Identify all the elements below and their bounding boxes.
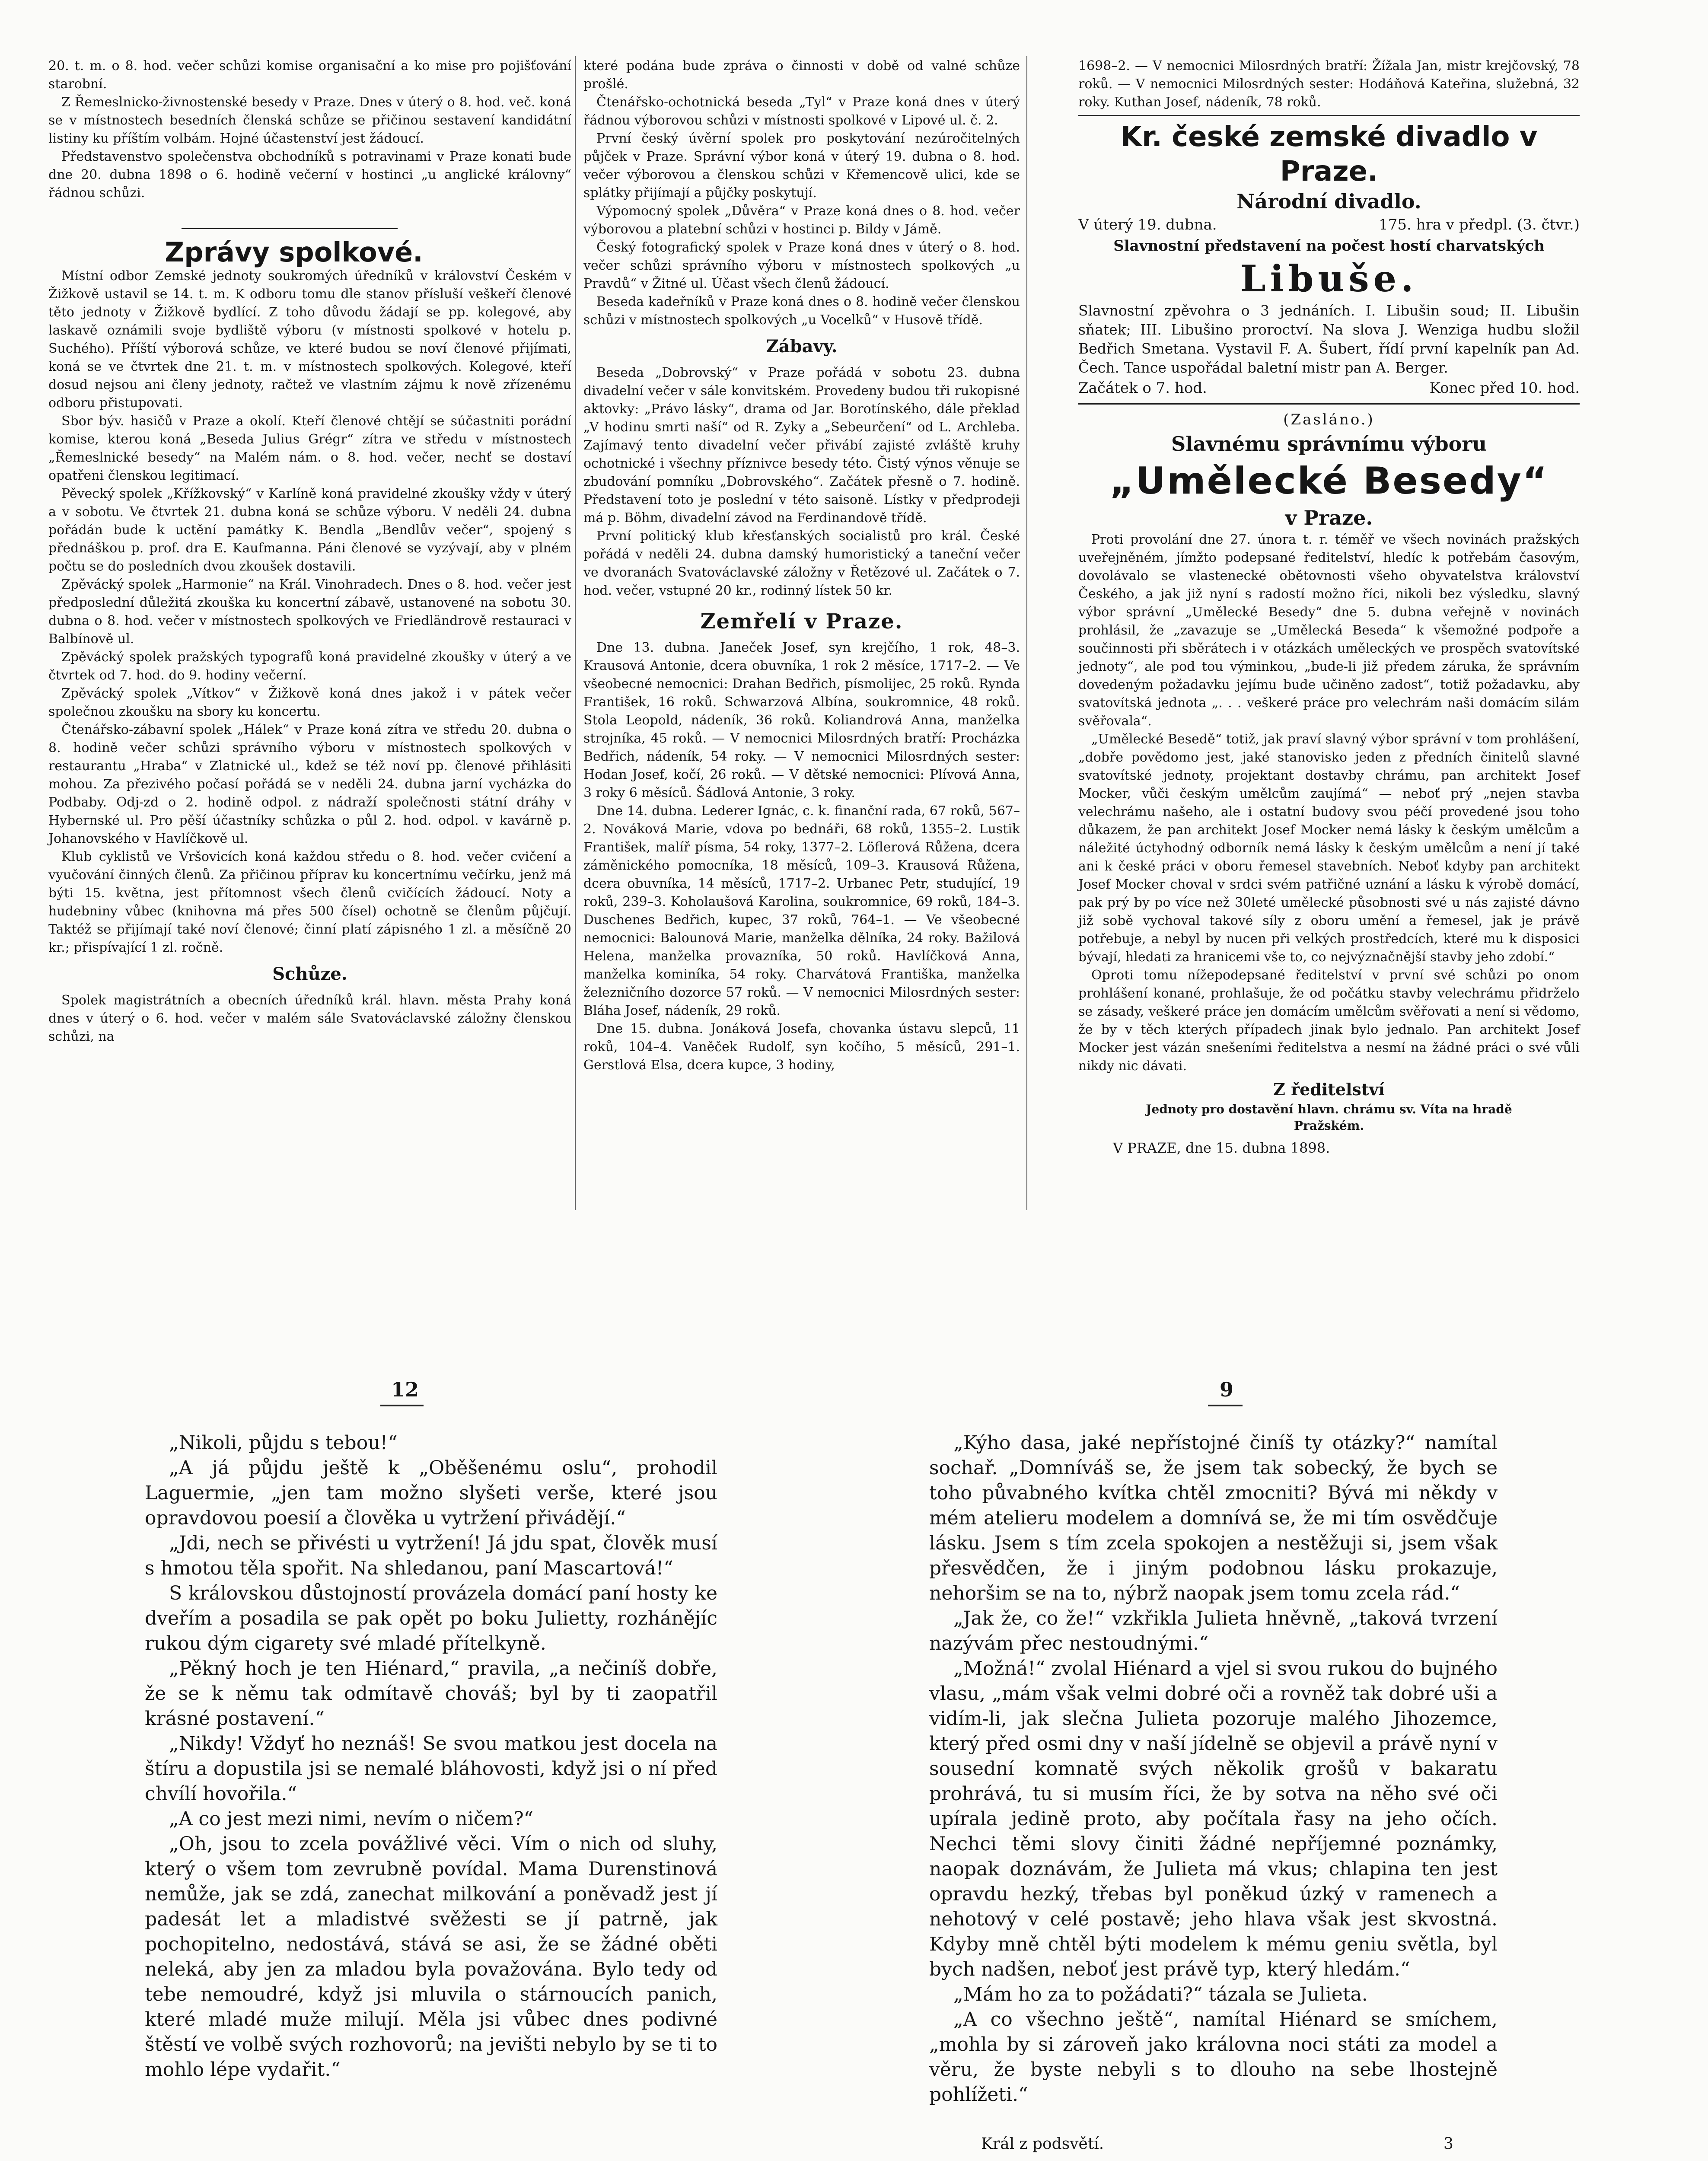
novel-paragraph: „Nikoli, půjdu s tebou!“ bbox=[169, 1432, 398, 1454]
signature-title: Z ředitelství bbox=[1273, 1080, 1385, 1099]
novel-paragraph: „Jak že, co že!“ vzkřikla Julieta hněvně, „taková tvrzení nazývám přec nestoudnými.“ bbox=[929, 1607, 1498, 1654]
letter-address: Slavnému správnímu výboru bbox=[1171, 432, 1487, 456]
novel-left-page bbox=[145, 1431, 717, 2082]
news-item: Čtenářsko-ochotnická beseda „Tyl“ v Praze koná dnes v úterý řádnou výborovou schůzi v místnosti spolkové v Lipové ul. č. 2. bbox=[583, 95, 1020, 128]
signature-sub: Jednoty pro dostavění hlavn. chrámu sv. Víta na hradě Pražském. bbox=[1146, 1102, 1512, 1133]
news-item: Zpěvácký spolek pražských typografů koná pravidelné zkoušky v úterý a ve čtvrtek od 7. hod. do 9. hodiny večerní. bbox=[48, 650, 571, 683]
page-number-rule bbox=[380, 1405, 424, 1406]
footer-page-number: 3 bbox=[1444, 2135, 1453, 2153]
novel-right-page bbox=[929, 1431, 1498, 2107]
death-notice: 1698–2. — V nemocnici Milosrdných bratří: Žížala Jan, mistr krejčovský, 78 roků. — V nemocnici Milosrdných sester: Hodáňová Kateřina, služebná, 32 roky. Kuthan Josef, nádeník, 78 roků. bbox=[1078, 58, 1580, 110]
letter-city: v Praze. bbox=[1285, 506, 1373, 529]
novel-paragraph: „A co jest mezi nimi, nevím o ničem?“ bbox=[169, 1808, 534, 1830]
column-rule bbox=[182, 228, 398, 229]
news-column-1 bbox=[48, 57, 571, 1046]
death-notice: Dne 15. dubna. Jonáková Josefa, chovanka ústavu slepců, 11 roků, 104–4. Vaněček Rudolf, syn kočího, 5 měsíců, 291–1. Gerstlová Elsa, dcera kupce, 3 hodiny, bbox=[583, 1021, 1020, 1073]
section-heading-schuze: Schůze. bbox=[272, 964, 347, 984]
novel-paragraph: „Nikdy! Vždyť ho neznáš! Se svou matkou jest docela na štíru a dopustila jsi se nemalé bláhovosti, když jsi o ní před chvílí hovořila.“ bbox=[145, 1733, 717, 1805]
section-heading-spolky: Zprávy spolkové. bbox=[165, 236, 423, 268]
death-notice: Dne 13. dubna. Janeček Josef, syn krejčího, 1 rok, 48–3. Krausová Antonie, dcera obuvníka, 1 rok 2 měsíce, 1717–2. — Ve všeobecné nemocnici: Drahan Bedřich, písmolijec, 25 roků. Rynda František, 16 roků. Schwarzová Albína, soukromnice, 48 roků. Stola Leopold, nádeník, 36 roků. Koliandrová Anna, manželka strojníka, 45 roků. — V nemocnici Milosrdných bratří: Procházka Bedřich, nádeník, 54 roky. — V nemocnici Milosrdných sester: Hodan Josef, kočí, 26 roků. — V dětské nemocnici: Plívová Anna, 3 roky 6 měsíců. Šádlová Antonie, 3 roky. bbox=[583, 640, 1020, 800]
news-column-3 bbox=[1078, 57, 1580, 1158]
rule bbox=[1078, 403, 1580, 405]
novel-paragraph: „A já půjdu ještě k „Oběšenému oslu“, prohodil Laguermie, „jen tam možno slyšeti verše, které jsou opravdovou poesií a člověka u vytržení přivádějí.“ bbox=[145, 1457, 717, 1529]
novel-paragraph: „Možná!“ zvolal Hiénard a vjel si svou rukou do bujného vlasu, „mám však velmi dobré oči a rovněž tak dobré uši a vidím-li, jak slečna Julieta pozoruje malého Jihozemce, který před osmi dny v naší jídelně se objevil a právě nyní v sousední komnatě svých několik grošů v bakaratu prohrává, tu si musím říci, že by sotva na něho své oči upírala jedině proto, aby počítala řasy na jeho očích. Nechci těmi slovy činiti žádné nepříjemné poznámky, naopak doznávám, že Julieta má vkus; chlapina ten jest opravdu hezký, třebas byl poněkud úzký v ramenech a nehotový v celé postavě; jeho hlava však jest skvostná. Kdyby mně chtěl býti modelem k mému geniu světla, byl bych nadšen, neboť jest právě typ, který hledám.“ bbox=[929, 1657, 1498, 1980]
performance-times bbox=[1078, 377, 1580, 399]
novel-paragraph: S královskou důstojností provázela domácí paní hosty ke dveřím a posadila se pak opět po boku Julietty, rozhánějíc rukou dým cigarety své mladé přítelkyně. bbox=[145, 1582, 717, 1654]
news-item: Místní odbor Zemské jednoty soukromých úředníků v království Českém v Žižkově ustavil se 14. t. m. K odboru tomu dle stanov přísluší veškeří členové těto jednoty v Žižkově bydlící. Z toho důvodu žádají se pp. kolegové, aby laskavě oznámili svoje bydliště výboru (v místnosti spolkové v hotelu p. Suchého). Příští výborová schůze, ve které budou se noví členové přijímati, koná se ve čtvrtek dne 21. t. m. v místnostech spolkových. Kolegové, kteří dosud nejsou ani členy jednoty, račtež ve vlastním zájmu k nově zřízenému odboru přistupovati. bbox=[48, 268, 571, 411]
letter-addressee: „Umělecké Besedy“ bbox=[1109, 459, 1549, 503]
letter-paragraph: Proti provolání dne 27. února t. r. téměř ve všech novinách pražských uveřejněném, jímžto podepsané ředitelství, hledíc k potřebám časovým, dovolávalo se vlastenecké obětovnosti všeho obyvatelstva království Českého, a jak již nyní s radostí možno říci, nikoli bez výsledku, slavný výbor správní „Umělecké Besedy“ dne 5. dubna veřejně v novinách prohlásil, že „zavazuje se „Umělecká Beseda“ k všemožné podpoře a součinnosti při sběrátech i v otázkách uměleckých ve prospěch svatovítské jednoty“, ale pod tou výminkou, „bude-li již předem záruka, že správním dovedeným požadavku jejímu bude učiněno zadost“, totiž požadavku, aby svatovítská jednota „. . . veškeré práce pro velechrám naši domácím silám svěřovala“. bbox=[1078, 532, 1580, 729]
novel-paragraph: „Kýho dasa, jaké nepřístojné činíš ty otázky?“ namítal sochař. „Domníváš se, že jsem tak sobecký, že bych se toho půvabného kvítka chtěl zmocniti? Bývá mi někdy v mém atelieru modelem a domnívá se, že mi tím osvědčuje lásku. Jsem s tím zcela spokojen a nestěžuji si, jsem však přesvědčen, že i jiným podobnou lásku prokazuje, nehoršim se na to, nýbrž naopak jsem tomu zcela rád.“ bbox=[929, 1432, 1498, 1604]
opera-title: Libuše. bbox=[1240, 257, 1418, 300]
letter-paragraph: „Umělecké Besedě“ totiž, jak praví slavný výbor správní v tom prohlášení, „dobře povědomo jest, jaké stanovisko jeden z předních činitelů slavné svatovítské jednoty, projektant dostavby chrámu, pan architekt Josef Mocker, vůči českým umělcům zaujímá“ — neboť prý „nejen stavba velechrámu našeho, ale i ostatní budovy svou péčí provedené jsou toho důkazem, že pan architekt Josef Mocker nemá lásky k českým umělcům a náležité úctyhodný odborník nemá lásky k českým umělcům a není jí také ani k české práci v oboru řemesel stavebních. Neboť kdyby pan architekt Josef Mocker choval v srdci svém patřičné uznání a lásku k výrobě domácí, pak prý by po více než 30leté umělecké působnosti své u nás zajisté dávno již sobě vychoval takové síly z oboru umění a řemesel, jak je právě potřebuje, a nebyl by nucen při velkých prostředcích, které mu k disposici bývají, hledati za hranicemi vše to, co nejvýznačnější stavby jeho zdobí.“ bbox=[1078, 732, 1580, 965]
intro-paragraph: Z Řemeslnicko-živnostenské besedy v Praze. Dnes v úterý o 8. hod. več. koná se v místnostech besedních členská schůze se přičinou sestavení kandidátní listiny ku příštím volbám. Hojné účastenství jest žádoucí. bbox=[48, 95, 571, 146]
performance-start: Začátek o 7. hod. bbox=[1078, 379, 1207, 397]
theatre-title: Kr. české zemské divadlo v Praze. bbox=[1120, 121, 1538, 188]
news-item: Beseda kadeřníků v Praze koná dnes o 8. hodině večer členskou schůzi v místnostech spolkových „u Vocelků“ v Husově třídě. bbox=[583, 294, 1020, 328]
news-item: Český fotografický spolek v Praze koná dnes v úterý o 8. hod. večer schůzi správního výboru v místnostech spolkových „u Pravdů“ v Žitné ul. Účast všech členů žádoucí. bbox=[583, 240, 1020, 291]
theatre-subtitle: Národní divadlo. bbox=[1236, 190, 1421, 213]
news-item: které podána bude zpráva o činnosti v době od valné schůze prošlé. bbox=[583, 58, 1020, 92]
section-heading-zemreli: Zemřelí v Praze. bbox=[700, 609, 903, 634]
page-number-rule bbox=[1208, 1405, 1243, 1406]
news-item: Sbor býv. hasičů v Praze a okolí. Kteří členové chtějí se súčastniti porádní komise, kterou koná „Beseda Julius Grégr“ zítra ve středu v místnostech „Řemeslnické besedy“ na Malém nám. o 8. hod. večer, nechť se dostaví opatřeni členskou legitimací. bbox=[48, 414, 571, 483]
opera-description: Slavnostní zpěvohra o 3 jednáních. I. Libušin soud; II. Libušin sňatek; III. Libušino proroctví. Na slova J. Wenziga hudbu složil Bedřich Smetana. Vystavil F. A. Šubert, řídí první kapelník pan Ad. Čech. Tance uspořádal baletní mistr pan A. Berger. bbox=[1078, 302, 1580, 376]
left-page-number: 12 bbox=[391, 1378, 419, 1401]
right-page-number: 9 bbox=[1220, 1378, 1234, 1401]
death-notice: Dne 14. dubna. Lederer Ignác, c. k. finanční rada, 67 roků, 567–2. Nováková Marie, vdova po bednáři, 68 roků, 1355–2. Lustik František, malíř písma, 54 roky, 1377–2. Löflerová Růžena, dcera záměnického pomocníka, 18 měsíců, 109–3. Krausová Růžena, dcera obuvníka, 14 měsíců, 1717–2. Urbanec Petr, studující, 19 roků, 239–3. Koholaušová Karolina, soukromnice, 69 roků, 184–3. Duschenes Bedřich, kupec, 37 roků, 764–1. — Ve všeobecné nemocnici: Balounová Marie, manželka dělníka, 24 roky. Bažilová Helena, manželka provazníka, 50 roků. Havlíčková Anna, manželka kominíka, 54 roky. Charvátová Františka, manželka železničního dozorce 57 roků. — V nemocnici Milosrdných sester: Bláha Josef, nádeník, 29 roků. bbox=[583, 803, 1020, 1018]
column-divider bbox=[575, 56, 576, 1210]
novel-paragraph: „Jdi, nech se přivésti u vytržení! Já jdu spat, člověk musí s hmotou těla spořit. Na shledanou, paní Mascartová!“ bbox=[145, 1532, 717, 1579]
intro-paragraph: Představenstvo společenstva obchodníků s potravinami v Praze konati bude dne 20. dubna 1898 o 6. hodině večerní v hostinci „u anglické královny“ řádnou schůzi. bbox=[48, 149, 571, 201]
performance-gala: Slavnostní představení na počest hostí charvatských bbox=[1113, 237, 1545, 255]
news-item: Pěvecký spolek „Křížkovský“ v Karlíně koná pravidelné zkoušky vždy v úterý a v sobotu. Ve čtvrtek 21. dubna koná se schůze výboru. V neděli 24. dubna pořádán bude k uctění památky K. Bendla „Bendlův večer“, spojený s přednáškou p. prof. dra E. Kaufmanna. Páni členové se vyzývají, aby v plném počtu se do posledních dvou zkoušek dostavili. bbox=[48, 486, 571, 574]
performance-end: Konec před 10. hod. bbox=[1429, 379, 1580, 397]
novel-paragraph: „Mám ho za to požádati?“ tázala se Julieta. bbox=[953, 1983, 1368, 2005]
section-heading-zabavy: Zábavy. bbox=[766, 336, 838, 357]
signature-date: V PRAZE, dne 15. dubna 1898. bbox=[1113, 1140, 1330, 1156]
novel-paragraph: „Oh, jsou to zcela povážlivé věci. Vím o nich od sluhy, který o všem tom zevrubně povídal. Mama Durenstinová nemůže, jak se zdá, zanechat milkování a poněvadž jest jí padesát let a mladistvé svěžesti se jí patrně, jak pochopitelno, nedostává, stává se asi, že se žádné oběti neleká, aby jen za mladou byla považována. Bylo tedy od tebe nemoudré, když jsi mluvila o stárnoucích panich, které mladé muže milují. Měla jsi vůbec dnes podivné štěstí ve volbě svých rozhovorů; na jevišti nebylo by se ti to mohlo lépe vydařit.“ bbox=[145, 1833, 717, 2081]
news-item: Spolek magistrátních a obecních úředníků král. hlavn. města Prahy koná dnes v úterý o 6. hod. večer v malém sále Svatováclavské záložny členskou schůzi, na bbox=[48, 993, 571, 1044]
news-item: Zpěvácký spolek „Vítkov“ v Žižkově koná dnes jakož i v pátek večer společnou zkoušku na sbory ku koncertu. bbox=[48, 686, 571, 719]
performance-number: 175. hra v předpl. (3. čtvr.) bbox=[1379, 216, 1580, 233]
news-column-2 bbox=[583, 57, 1020, 1074]
novel-paragraph: „Pěkný hoch je ten Hiénard,“ pravila, „a nečiníš dobře, že se k němu tak odmítavě chováš; byl by ti zaopatřil krásné postavení.“ bbox=[145, 1657, 717, 1730]
column-divider bbox=[1026, 56, 1027, 1210]
news-item: První český úvěrní spolek pro poskytování nezúročitelných půjček v Praze. Správní výbor koná v úterý 19. dubna o 8. hod. večer výborovou a členskou schůzi v Křemencově ulici, kde se splátky přijímají a půjčky poskytují. bbox=[583, 131, 1020, 201]
footer-title: Král z podsvětí. bbox=[981, 2135, 1104, 2153]
performance-day: V úterý 19. dubna. bbox=[1078, 216, 1217, 233]
novel-paragraph: „A co všechno ještě“, namítal Hiénard se smíchem, „mohla by si zároveň jako královna noci státi za model a věru, že byste nebyli s to dlouho na sebe lhostejně pohlížeti.“ bbox=[929, 2008, 1498, 2106]
news-item: Zpěvácký spolek „Harmonie“ na Král. Vinohradech. Dnes o 8. hod. večer jest předposlední důležitá zkouška ku koncertní zábavě, ustanovené na sobotu 30. dubna o 8. hod. večer v místnostech spolkových ve Friedländrově restauraci v Balbínově ul. bbox=[48, 577, 571, 647]
performance-row bbox=[1078, 214, 1580, 236]
letter-paragraph: Oproti tomu nížepodepsané ředitelství v první své schůzi po onom prohlášení konané, prohlašuje, že od počátku stavby velechrámu přidrželo se zásady, veškeré práce jen domácím umělcům svěřovati a není si vědomo, že by v těch kterých případech jinak bylo jednalo. Pan architekt Josef Mocker jest vázán snešeními ředitelstva a nesmí na žádné práci o své vůli nikdy nic dávati. bbox=[1078, 968, 1580, 1074]
intro-paragraph: 20. t. m. o 8. hod. večer schůzi komise organisační a ko mise pro pojišťování starobní. bbox=[48, 58, 571, 92]
news-item: První politický klub křesťanských socialistů pro král. České pořádá v neděli 24. dubna damský humoristický a taneční večer ve dvoranách Svatováclavské záložny v Řetězové ul. Začátek o 7. hod. večer, vstupné 20 kr., rodinný lístek 50 kr. bbox=[583, 529, 1020, 598]
news-item: Výpomocný spolek „Důvěra“ v Praze koná dnes o 8. hod. večer výborovou a platební schůzi v hostinci p. Bildy v Jámě. bbox=[583, 204, 1020, 237]
news-item: Čtenářsko-zábavní spolek „Hálek“ v Praze koná zítra ve středu 20. dubna o 8. hodině večer schůzi správního výboru v místnostech spolkových v restaurantu „Hraba“ v Zlatnické ul., kdež se též noví pp. členové přihlásiti mohou. Za přezivého počasí pořádá se v neděli 24. dubna jarní vycházka do Podbaby. Odj-zd o 2. hodině odpol. z nádraží společnosti státní dráhy v Hybernské ul. Pro pěší účastníky schůzka o půl 2. hod. odpol. v kavárně p. Johanovského v Havlíčkově ul. bbox=[48, 722, 571, 846]
rule bbox=[1078, 115, 1580, 116]
news-item: Klub cyklistů ve Vršovicích koná každou středu o 8. hod. večer cvičení a vyučování činných členů. Za přičinou příprav ku koncertnímu večírku, jenž má býti 15. května, jest přítomnost všech členů cvičících žádoucí. Noty a hudebniny vůbec (knihovna má přes 500 čísel) ochotně se členům půjčují. Taktéž se přijímají také noví členové; činní platí zápisného 1 zl. a měsíčně 20 kr.; přispívající 1 zl. ročně. bbox=[48, 849, 571, 955]
news-item: Beseda „Dobrovský“ v Praze pořádá v sobotu 23. dubna divadelní večer v sále konvitském. Provedeny budou tři rukopisné aktovky: „Právo lásky“, drama od Jar. Borotínského, dále překlad „V hodinu smrti naší“ od R. Zyky a „Sebeurčení“ od L. Archleba. Zajímavý tento divadelní večer přivábí zajisté zvláště kruhy ochotnické i všechny příznivce besedy této. Čistý výnos věnuje se zbudování pomníku „Dobrovského“. Začátek přesně o 7. hodině. Představení toto je poslední v této saisoně. Lístky v předprodeji má p. Böhm, divadelní závod na Ferdinandově třídě. bbox=[583, 365, 1020, 526]
zaslano-label: (Zasláno.) bbox=[1283, 411, 1375, 428]
